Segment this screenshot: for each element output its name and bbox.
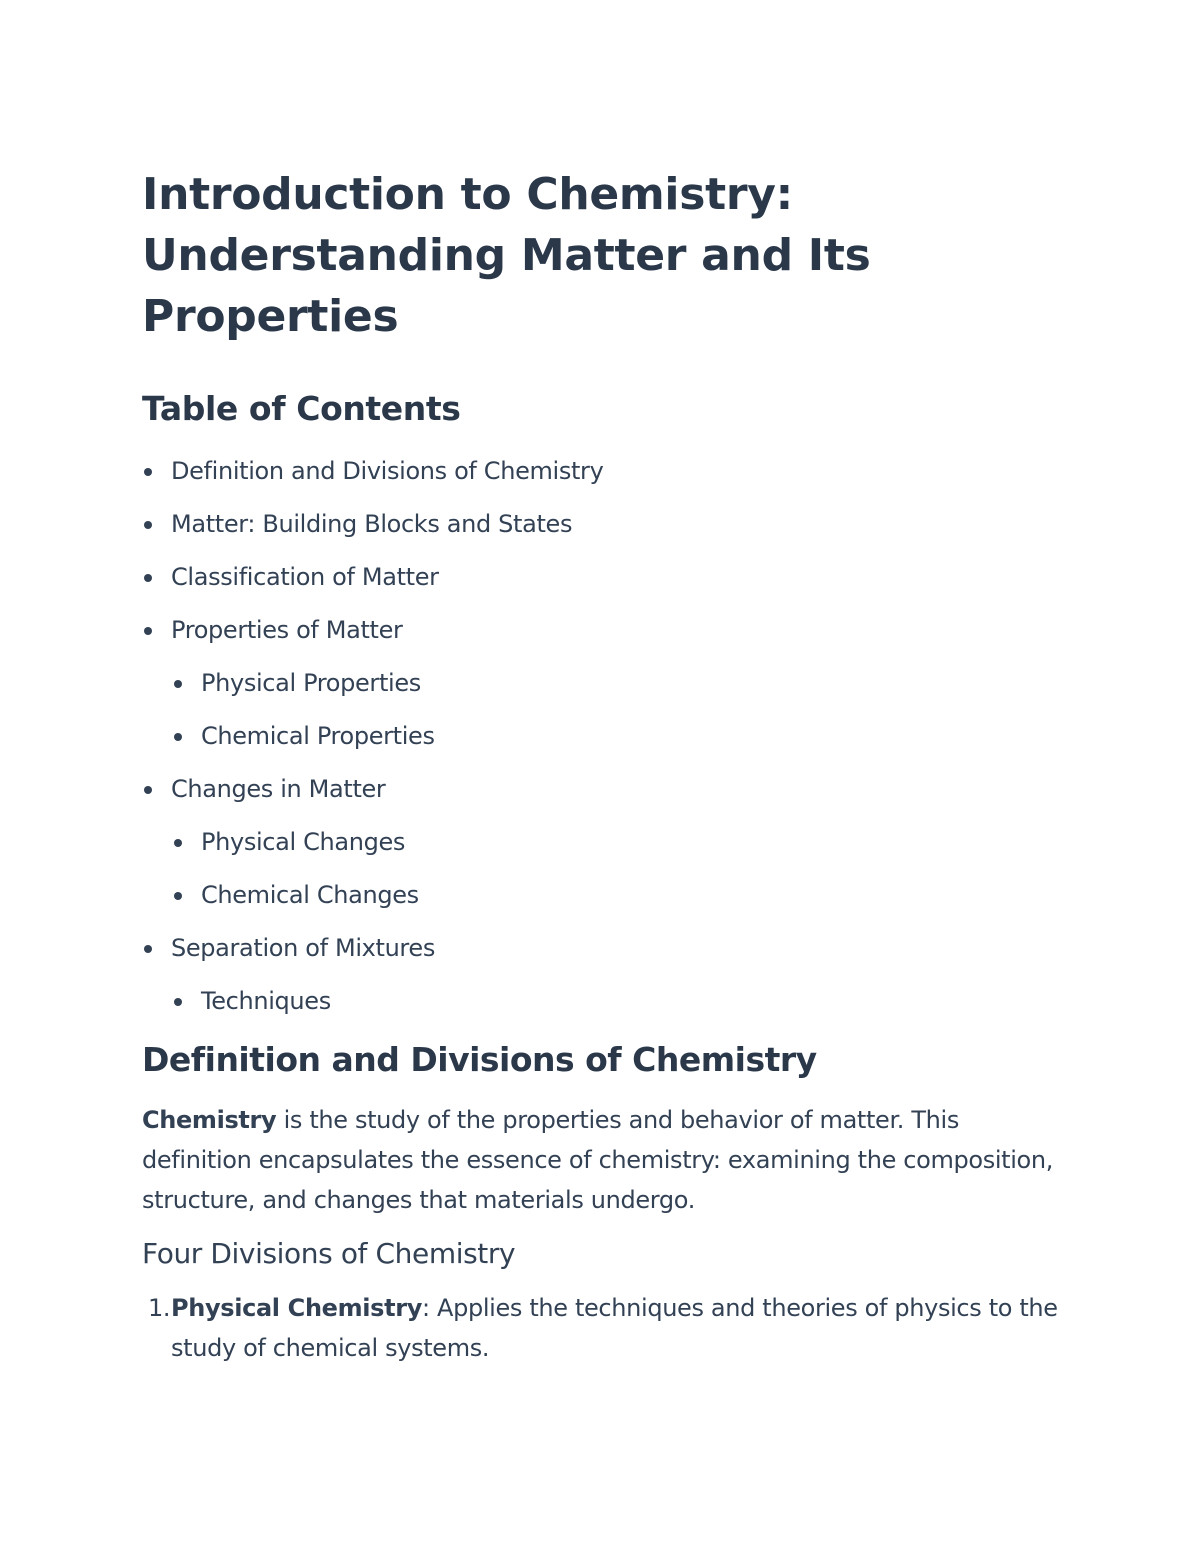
toc-item-label: Separation of Mixtures [171,934,435,962]
toc-list [142,455,1062,1017]
toc-item-label: Classification of Matter [171,563,439,591]
toc-subitem[interactable] [142,985,1062,1017]
toc-item[interactable] [142,455,1062,487]
toc-item-label: Definition and Divisions of Chemistry [171,457,604,485]
bullet-icon [174,680,182,688]
bullet-icon [174,733,182,741]
toc-item[interactable] [142,614,1062,646]
toc-item-label: Techniques [201,987,331,1015]
toc-item[interactable] [142,773,1062,805]
division-text: : Applies the techniques and theories of physics to the study of chemical systems. [171,1294,1058,1362]
bullet-icon [144,521,152,529]
toc-item-label: Physical Changes [201,828,406,856]
section-heading: Definition and Divisions of Chemistry [142,1040,817,1079]
list-number: 1. [148,1294,171,1322]
toc-item[interactable] [142,561,1062,593]
paragraph-text: is the study of the properties and behavior of matter. This definition encapsulates the essence of chemistry: examining the composition, structure, and changes that materials undergo. [142,1106,1054,1214]
toc-subitem[interactable] [142,826,1062,858]
document-page [142,164,1062,1368]
division-term: Physical Chemistry [171,1294,422,1322]
toc-item-label: Matter: Building Blocks and States [171,510,573,538]
toc-subitem[interactable] [142,879,1062,911]
toc-item[interactable] [142,508,1062,540]
bullet-icon [174,998,182,1006]
divisions-list [142,1288,1062,1368]
bullet-icon [174,892,182,900]
toc-heading: Table of Contents [142,389,461,428]
toc-subitem[interactable] [142,667,1062,699]
paragraph-term: Chemistry [142,1106,277,1134]
subsection-heading: Four Divisions of Chemistry [142,1237,516,1270]
bullet-icon [144,786,152,794]
toc-item[interactable] [142,932,1062,964]
division-item [142,1288,1062,1368]
toc-item-label: Physical Properties [201,669,421,697]
toc-item-label: Chemical Changes [201,881,419,909]
toc-item-label: Chemical Properties [201,722,435,750]
toc-item-label: Changes in Matter [171,775,386,803]
toc-subitem[interactable] [142,720,1062,752]
bullet-icon [144,468,152,476]
toc-item-label: Properties of Matter [171,616,403,644]
document-title: Introduction to Chemistry: Understanding Matter and Its Properties [142,169,871,342]
definition-paragraph [142,1100,1062,1220]
bullet-icon [144,945,152,953]
bullet-icon [144,627,152,635]
bullet-icon [144,574,152,582]
bullet-icon [174,839,182,847]
